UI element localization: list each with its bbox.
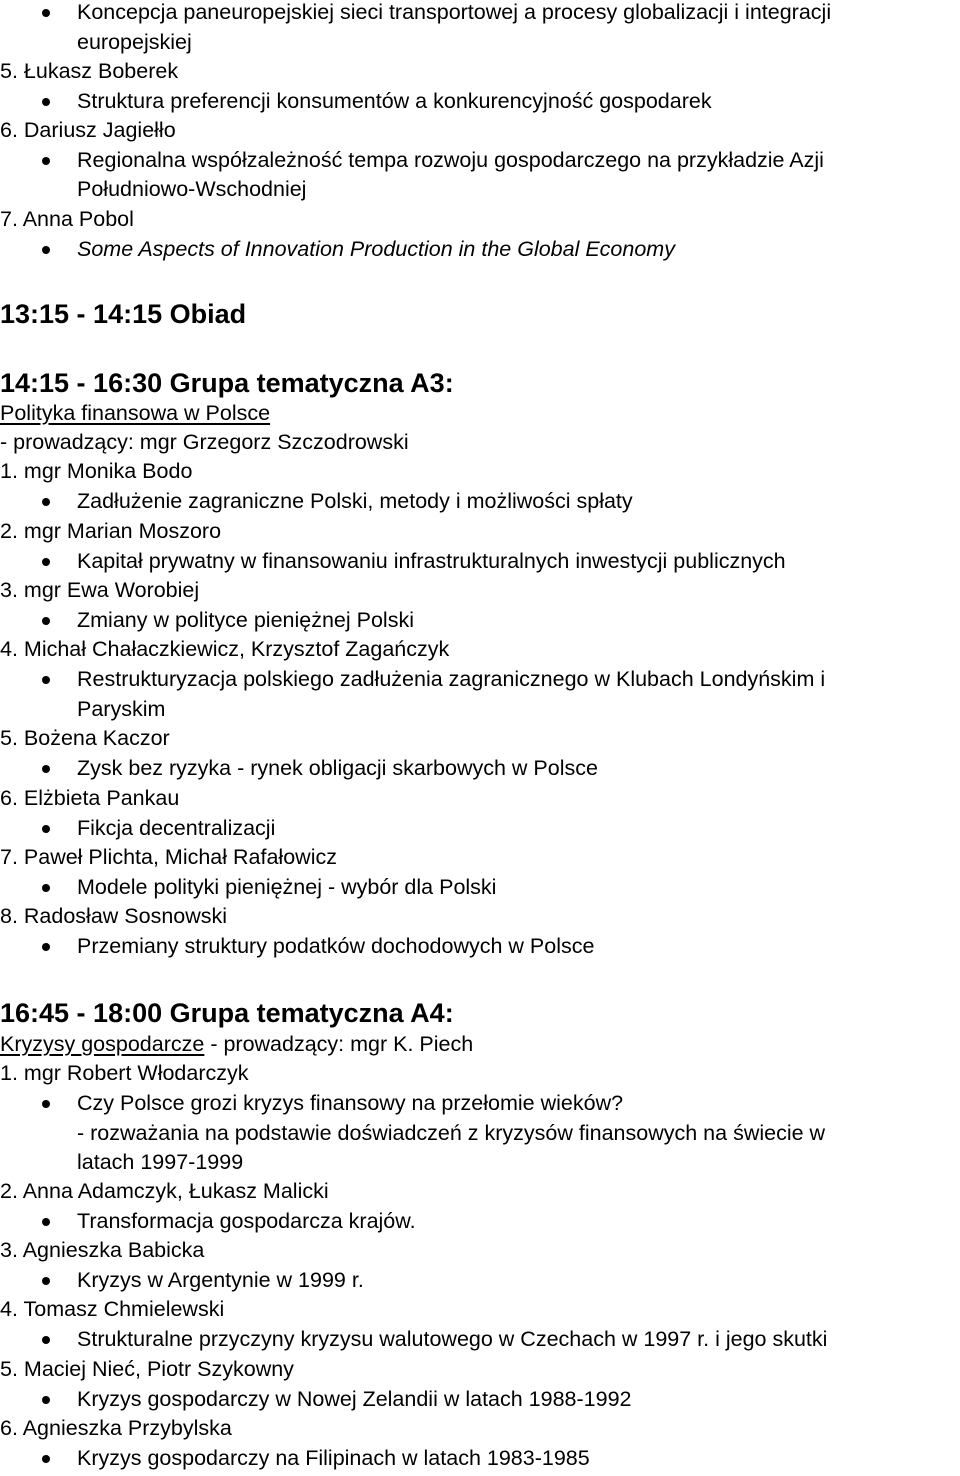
- speaker-name: 1. mgr Robert Włodarczyk: [0, 1061, 249, 1085]
- section-heading-a4: 16:45 - 18:00 Grupa tematyczna A4:: [0, 998, 454, 1028]
- bullet-icon: [42, 1396, 50, 1404]
- talk-title: Transformacja gospodarcza krajów.: [77, 1209, 416, 1233]
- bullet-icon: [42, 765, 50, 773]
- speaker-name: 2. Anna Adamczyk, Łukasz Malicki: [0, 1179, 329, 1203]
- speaker-name: 4. Tomasz Chmielewski: [0, 1297, 225, 1321]
- group-topic-title: Polityka finansowa w Polsce: [0, 401, 271, 425]
- talk-title: Strukturalne przyczyny kryzysu walutowego w Czechach w 1997 r. i jego skutki: [77, 1327, 828, 1351]
- group-topic-title: Kryzysy gospodarcze: [0, 1032, 205, 1056]
- bullet-icon: [42, 1100, 50, 1108]
- speaker-name: 7. Paweł Plichta, Michał Rafałowicz: [0, 845, 337, 869]
- talk-title: Przemiany struktury podatków dochodowych w Polsce: [77, 934, 595, 958]
- group-leader: - prowadzący: mgr Grzegorz Szczodrowski: [0, 430, 409, 454]
- bullet-icon: [42, 98, 50, 106]
- speaker-name: 1. mgr Monika Bodo: [0, 459, 193, 483]
- speaker-name: 2. mgr Marian Moszoro: [0, 519, 222, 543]
- speaker-name: 6. Elżbieta Pankau: [0, 786, 180, 810]
- group-leader: - prowadzący: mgr K. Piech: [204, 1032, 474, 1056]
- talk-title: Regionalna współzależność tempa rozwoju gospodarczego na przykładzie Azji: [77, 148, 824, 172]
- bullet-icon: [42, 1218, 50, 1226]
- talk-title: Some Aspects of Innovation Production in the Global Economy: [77, 237, 675, 261]
- speaker-name: 5. Łukasz Boberek: [0, 59, 179, 83]
- talk-title: Zmiany w polityce pieniężnej Polski: [77, 608, 414, 632]
- talk-title: Fikcja decentralizacji: [77, 816, 276, 840]
- group-topic: [0, 398, 960, 428]
- bullet-icon: [42, 825, 50, 833]
- group-topic: [0, 1029, 960, 1059]
- talk-title: Kapitał prywatny w finansowaniu infrastrukturalnych inwestycji publicznych: [77, 549, 786, 573]
- bullet-icon: [42, 943, 50, 951]
- talk-title: Restrukturyzacja polskiego zadłużenia zagranicznego w Klubach Londyńskim i: [77, 667, 826, 691]
- talk-title: Czy Polsce grozi kryzys finansowy na przełomie wieków?: [77, 1091, 624, 1115]
- speaker-name: 8. Radosław Sosnowski: [0, 904, 228, 928]
- talk-title-cont: Paryskim: [77, 697, 166, 721]
- talk-title: Struktura preferencji konsumentów a konkurencyjność gospodarek: [77, 89, 712, 113]
- talk-title-cont: latach 1997-1999: [77, 1150, 244, 1174]
- speaker-name: 7. Anna Pobol: [0, 207, 134, 231]
- bullet-icon: [42, 676, 50, 684]
- talk-title: Koncepcja paneuropejskiej sieci transportowej a procesy globalizacji i integracji: [77, 0, 832, 24]
- speaker-name: 5. Maciej Nieć, Piotr Szykowny: [0, 1357, 294, 1381]
- bullet-icon: [42, 1277, 50, 1285]
- bullet-icon: [42, 9, 50, 17]
- section-heading-lunch: 13:15 - 14:15 Obiad: [0, 299, 247, 329]
- speaker-name: 5. Bożena Kaczor: [0, 726, 170, 750]
- talk-title: Modele polityki pieniężnej - wybór dla Polski: [77, 875, 497, 899]
- bullet-icon: [42, 157, 50, 165]
- bullet-icon: [42, 617, 50, 625]
- bullet-icon: [42, 1336, 50, 1344]
- speaker-name: 4. Michał Chałaczkiewicz, Krzysztof Zagańczyk: [0, 637, 450, 661]
- talk-title-cont: europejskiej: [77, 30, 192, 54]
- bullet-icon: [42, 246, 50, 254]
- talk-title-cont: Południowo-Wschodniej: [77, 177, 307, 201]
- talk-title: Kryzys gospodarczy w Nowej Zelandii w latach 1988-1992: [77, 1387, 632, 1411]
- speaker-name: 6. Agnieszka Przybylska: [0, 1416, 232, 1440]
- talk-title: Kryzys gospodarczy na Filipinach w latach 1983-1985: [77, 1446, 590, 1470]
- bullet-icon: [42, 558, 50, 566]
- talk-title-cont: - rozważania na podstawie doświadczeń z kryzysów finansowych na świecie w: [77, 1121, 826, 1145]
- speaker-name: 6. Dariusz Jagiełło: [0, 118, 176, 142]
- bullet-icon: [42, 1455, 50, 1463]
- bullet-icon: [42, 498, 50, 506]
- bullet-icon: [42, 884, 50, 892]
- talk-title: Zadłużenie zagraniczne Polski, metody i możliwości spłaty: [77, 489, 633, 513]
- speaker-name: 3. Agnieszka Babicka: [0, 1238, 205, 1262]
- section-heading-a3: 14:15 - 16:30 Grupa tematyczna A3:: [0, 368, 454, 398]
- talk-title: Zysk bez ryzyka - rynek obligacji skarbowych w Polsce: [77, 756, 598, 780]
- speaker-name: 3. mgr Ewa Worobiej: [0, 578, 200, 602]
- talk-title: Kryzys w Argentynie w 1999 r.: [77, 1268, 364, 1292]
